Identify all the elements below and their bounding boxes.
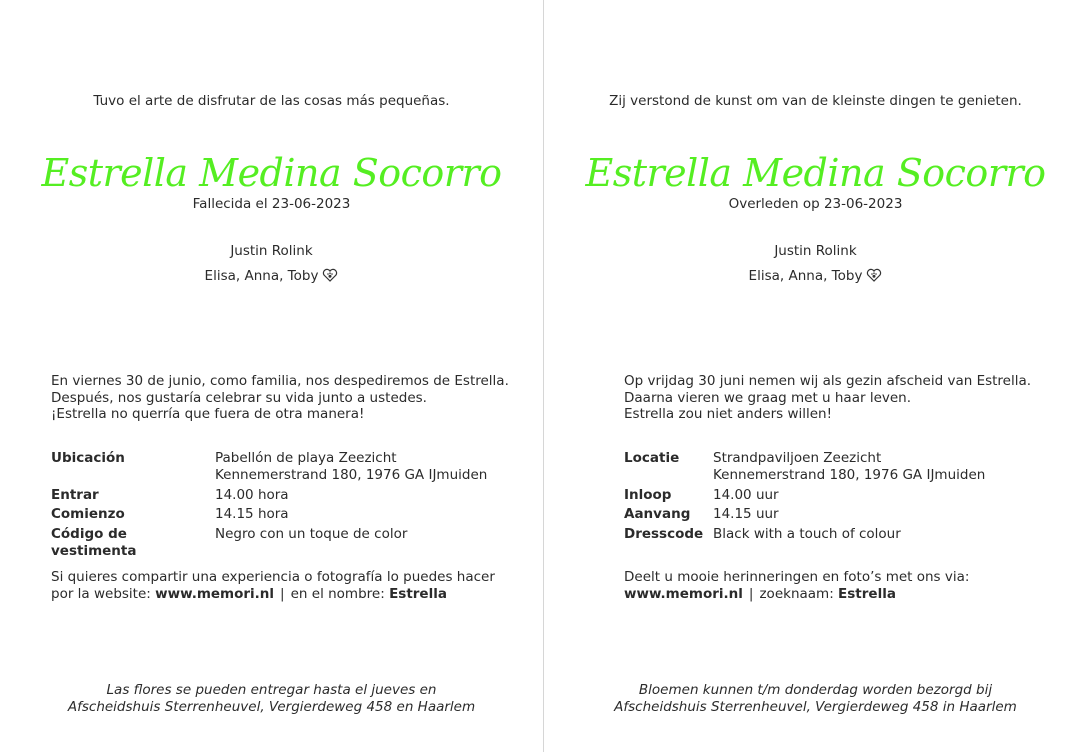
quote-text: Zij verstond de kunst om van de kleinste dingen te genieten. <box>609 93 1022 109</box>
share-paragraph <box>624 569 1064 603</box>
event-details <box>624 450 985 545</box>
family-line-2 <box>0 268 543 284</box>
detail-row-location <box>624 450 985 484</box>
family-children: Elisa, Anna, Toby <box>748 268 863 284</box>
intro-line: Op vrijdag 30 juni nemen wij als gezin afscheid van Estrella. <box>624 373 1032 389</box>
flowers-note <box>0 682 543 716</box>
intro-line: En viernes 30 de junio, como familia, nos despediremos de Estrella. <box>51 373 509 389</box>
detail-value: Negro con un toque de color <box>215 525 408 542</box>
detail-row-location <box>51 450 487 484</box>
detail-label: Aanvang <box>624 506 691 522</box>
detail-row-dresscode <box>624 526 985 543</box>
detail-row-start <box>624 506 985 523</box>
heart-paw-icon <box>866 268 882 282</box>
flowers-note <box>544 682 1087 716</box>
intro-line: Después, nos gustaría celebrar su vida junto a ustedes. <box>51 389 427 406</box>
share-name-label: en el nombre: <box>290 586 385 602</box>
event-details <box>51 450 487 562</box>
detail-row-entry <box>624 487 985 504</box>
heart-paw-icon <box>322 268 338 282</box>
intro-line: ¡Estrella no querría que fuera de otra manera! <box>51 406 365 422</box>
family-line-2 <box>544 268 1087 284</box>
intro-paragraph <box>51 373 511 423</box>
detail-label: Entrar <box>51 486 99 503</box>
share-text: Deelt u mooie herinneringen en foto’s met ons via: <box>624 569 970 585</box>
separator: | <box>748 586 754 602</box>
flowers-line-2: Afscheidshuis Sterrenheuvel, Vergierdeweg 458 en Haarlem <box>67 699 476 715</box>
deceased-name: Estrella Medina Socorro <box>41 151 502 195</box>
detail-value: 14.00 hora <box>215 486 289 503</box>
card-panel-dutch <box>544 0 1087 752</box>
date-of-death: Overleden op 23-06-2023 <box>728 196 903 212</box>
family-children: Elisa, Anna, Toby <box>204 268 319 284</box>
detail-value: Strandpaviljoen Zeezicht Kennemerstrand 180, 1976 GA IJmuiden <box>713 450 986 483</box>
share-paragraph <box>51 569 521 603</box>
detail-label: Locatie <box>624 450 680 466</box>
detail-label: Dresscode <box>624 525 704 542</box>
detail-value: Pabellón de playa Zeezicht Kennemerstrand 180, 1976 GA IJmuiden <box>215 450 488 483</box>
flowers-line-2: Afscheidshuis Sterrenheuvel, Vergierdeweg 458 in Haarlem <box>614 699 1017 715</box>
detail-value: 14.00 uur <box>713 486 779 503</box>
website-link[interactable]: www.memori.nl <box>155 586 275 602</box>
detail-row-dresscode <box>51 526 487 560</box>
website-link[interactable]: www.memori.nl <box>624 586 743 602</box>
quote-text: Tuvo el arte de disfrutar de las cosas más pequeñas. <box>93 93 450 109</box>
family-line-1: Justin Rolink <box>774 243 857 259</box>
family-line-1: Justin Rolink <box>230 243 313 259</box>
intro-line: Daarna vieren we graag met u haar leven. <box>624 389 912 406</box>
detail-value: 14.15 uur <box>713 506 779 522</box>
share-name-label: zoeknaam: <box>759 586 834 602</box>
search-name: Estrella <box>838 586 896 602</box>
deceased-name: Estrella Medina Socorro <box>585 151 1046 195</box>
detail-value: Black with a touch of colour <box>713 525 901 542</box>
detail-label: Inloop <box>624 486 672 503</box>
search-name: Estrella <box>389 586 447 602</box>
detail-value: 14.15 hora <box>215 506 289 522</box>
flowers-line-1: Bloemen kunnen t/m donderdag worden bezorgd bij <box>638 682 993 698</box>
share-text: Si quieres compartir una experiencia o fotografía lo puedes hacer por la website: <box>51 569 495 602</box>
detail-label: Comienzo <box>51 506 125 522</box>
detail-label: Código de vestimenta <box>51 525 137 559</box>
flowers-line-1: Las flores se pueden entregar hasta el jueves en <box>106 682 437 698</box>
detail-label: Ubicación <box>51 450 125 466</box>
separator: | <box>280 586 285 602</box>
intro-paragraph <box>624 373 1064 423</box>
intro-line: Estrella zou niet anders willen! <box>624 406 833 422</box>
detail-row-start <box>51 506 487 523</box>
date-of-death: Fallecida el 23-06-2023 <box>192 196 351 212</box>
card-panel-spanish <box>0 0 543 752</box>
detail-row-entry <box>51 487 487 504</box>
